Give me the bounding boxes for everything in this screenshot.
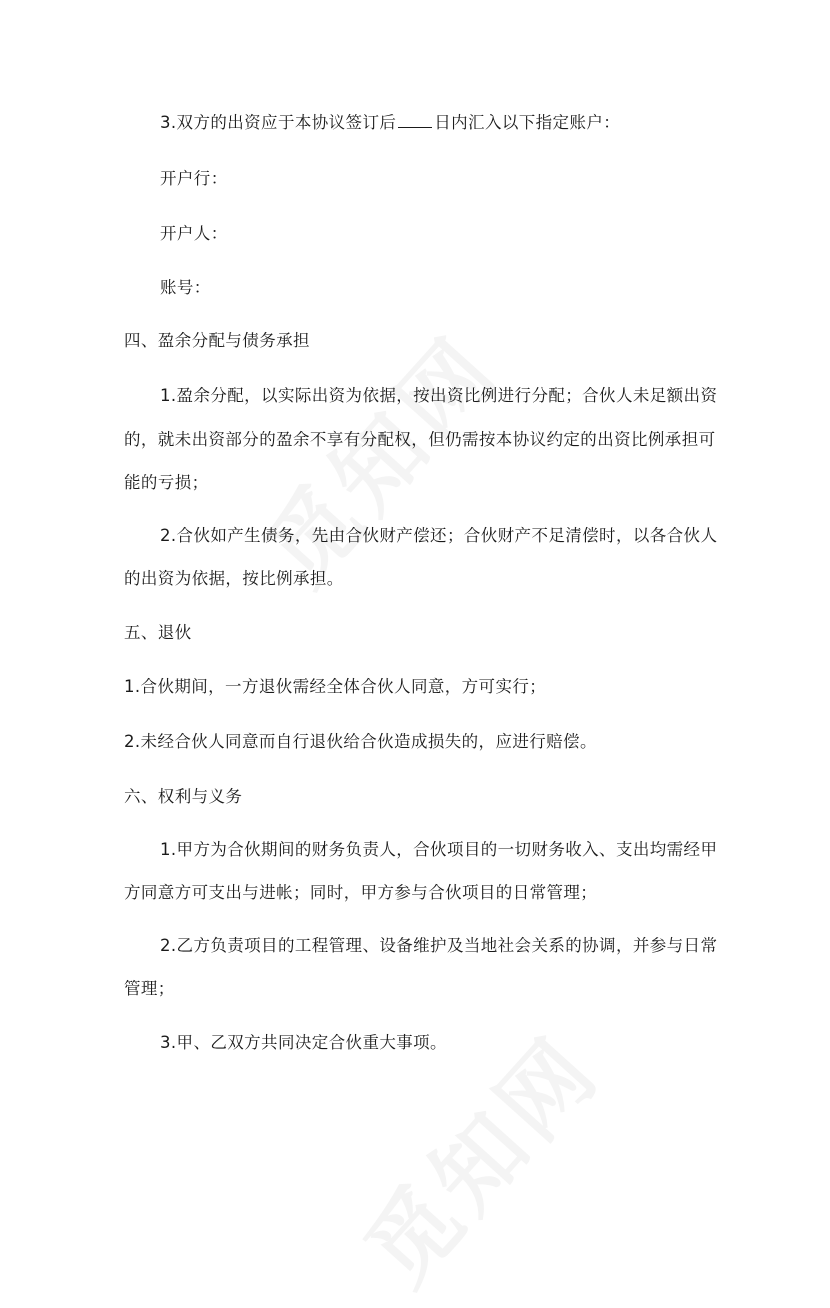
clause-item-3 [160, 111, 620, 135]
section-4-para-1-line-1: 1.盈余分配，以实际出资为依据，按出资比例进行分配；合伙人未足额出资 [160, 386, 718, 405]
clause-item-3-before: 3.双方的出资应于本协议签订后 [160, 113, 397, 132]
section-6-para-3: 3.甲、乙双方共同决定合伙重大事项。 [160, 1033, 447, 1052]
section-5-para-1: 1.合伙期间，一方退伙需经全体合伙人同意，方可实行； [124, 677, 547, 696]
section-5-heading: 五、退伙 [124, 623, 192, 642]
clause-item-3-after: 日内汇入以下指定账户： [434, 113, 621, 132]
account-number-label: 账号： [160, 278, 211, 297]
section-6-para-2-line-2: 管理； [124, 979, 175, 998]
section-4-para-1-line-3: 能的亏损； [124, 473, 209, 492]
section-5-para-2: 2.未经合伙人同意而自行退伙给合伙造成损失的，应进行赔偿。 [124, 732, 597, 751]
section-6-para-1-line-1: 1.甲方为合伙期间的财务负责人，合伙项目的一切财务收入、支出均需经甲 [160, 840, 718, 859]
bank-name-label: 开户行： [160, 169, 228, 188]
account-holder-label: 开户人： [160, 224, 228, 243]
section-4-para-1-line-2: 的，就未出资部分的盈余不享有分配权，但仍需按本协议约定的出资比例承担可 [124, 430, 716, 449]
section-4-para-2-line-2: 的出资为依据，按比例承担。 [124, 569, 344, 588]
section-4-heading: 四、盈余分配与债务承担 [124, 331, 310, 350]
section-6-para-1-line-2: 方同意方可支出与进帐；同时，甲方参与合伙项目的日常管理； [124, 883, 598, 902]
section-4-para-2-line-1: 2.合伙如产生债务，先由合伙财产偿还；合伙财产不足清偿时，以各合伙人 [160, 526, 718, 545]
section-6-para-2-line-1: 2.乙方负责项目的工程管理、设备维护及当地社会关系的协调，并参与日常 [160, 936, 718, 955]
section-6-heading: 六、权利与义务 [124, 787, 243, 806]
blank-days-field [398, 112, 432, 128]
